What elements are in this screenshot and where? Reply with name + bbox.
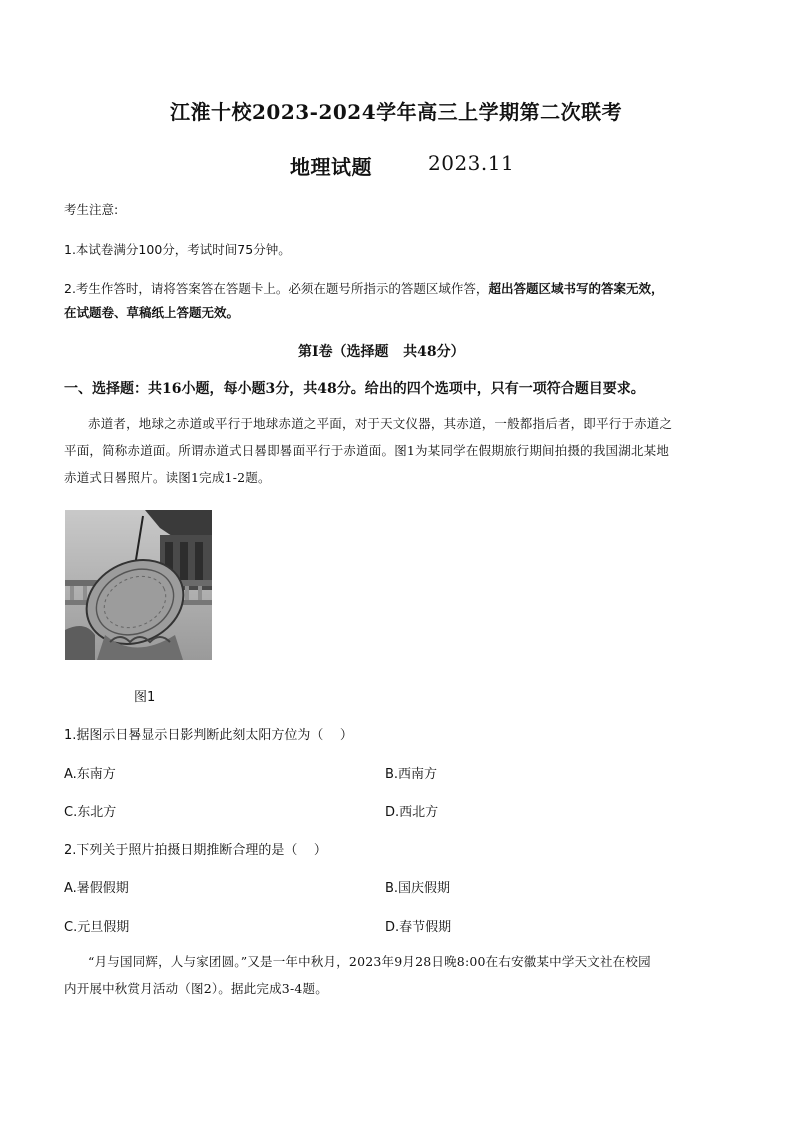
question-1-option-c: C.东北方 — [64, 805, 117, 820]
passage-1 — [64, 410, 734, 491]
passage-1-line-1: 赤道者，地球之赤道或平行于地球赤道之平面，对于天文仪器，其赤道，一般都指后者，即平行于赤道之 — [88, 416, 673, 431]
question-2-option-b: B.国庆假期 — [385, 881, 451, 896]
volume-title: 第Ⅰ卷（选择题 共48分） — [298, 344, 465, 360]
question-1-option-b: B.西南方 — [385, 767, 438, 782]
notice-item-1: 1.本试卷满分100分，考试时间75分钟。 — [64, 242, 291, 257]
passage-1-line-2: 平面，简称赤道面。所谓赤道式日晷即晷面平行于赤道面。图1为某同学在假期旅行期间拍摄的我国湖北某地 — [64, 443, 670, 458]
notice-item-2-text: 2.考生作答时，请将答案答在答题卡上。必须在题号所指示的答题区域作答， — [64, 281, 489, 296]
question-2-option-a: A.暑假假期 — [64, 881, 129, 896]
question-2-option-d: D.春节假期 — [385, 920, 452, 935]
question-2-stem: 2.下列关于照片拍摄日期推断合理的是（ ） — [64, 843, 327, 858]
question-2-option-c: C.元旦假期 — [64, 920, 130, 935]
exam-title: 江淮十校2023-2024学年高三上学期第二次联考 — [170, 100, 623, 124]
section-instruction: 一、选择题：共16小题，每小题3分，共48分。给出的四个选项中，只有一项符合题目要求。 — [64, 381, 645, 397]
sundial-photo — [65, 510, 212, 660]
question-1-option-d: D.西北方 — [385, 805, 439, 820]
notice-item-2-bold-a: 超出答题区域书写的答案无效， — [488, 281, 664, 296]
notice-item-2-bold-b: 在试题卷、草稿纸上答题无效。 — [64, 305, 240, 320]
figure-1-caption: 图1 — [134, 690, 156, 705]
exam-date: 2023.11 — [428, 151, 515, 175]
passage-2-line-1: “月与国同辉，人与家团圆。”又是一年中秋月，2023年9月28日晚8:00在右安徽某中学天文社在校园 — [88, 954, 651, 969]
passage-2-line-2: 内开展中秋赏月活动（图2）。据此完成3-4题。 — [64, 981, 328, 996]
notice-item-2 — [64, 279, 663, 297]
question-1-stem: 1.据图示日晷显示日影判断此刻太阳方位为（ ） — [64, 728, 353, 743]
subject-title: 地理试题 — [290, 155, 372, 179]
question-1-option-a: A.东南方 — [64, 767, 116, 782]
notice-heading: 考生注意: — [64, 202, 119, 217]
passage-1-line-3: 赤道式日晷照片。读图1完成1-2题。 — [64, 470, 271, 485]
passage-2 — [64, 948, 734, 1002]
